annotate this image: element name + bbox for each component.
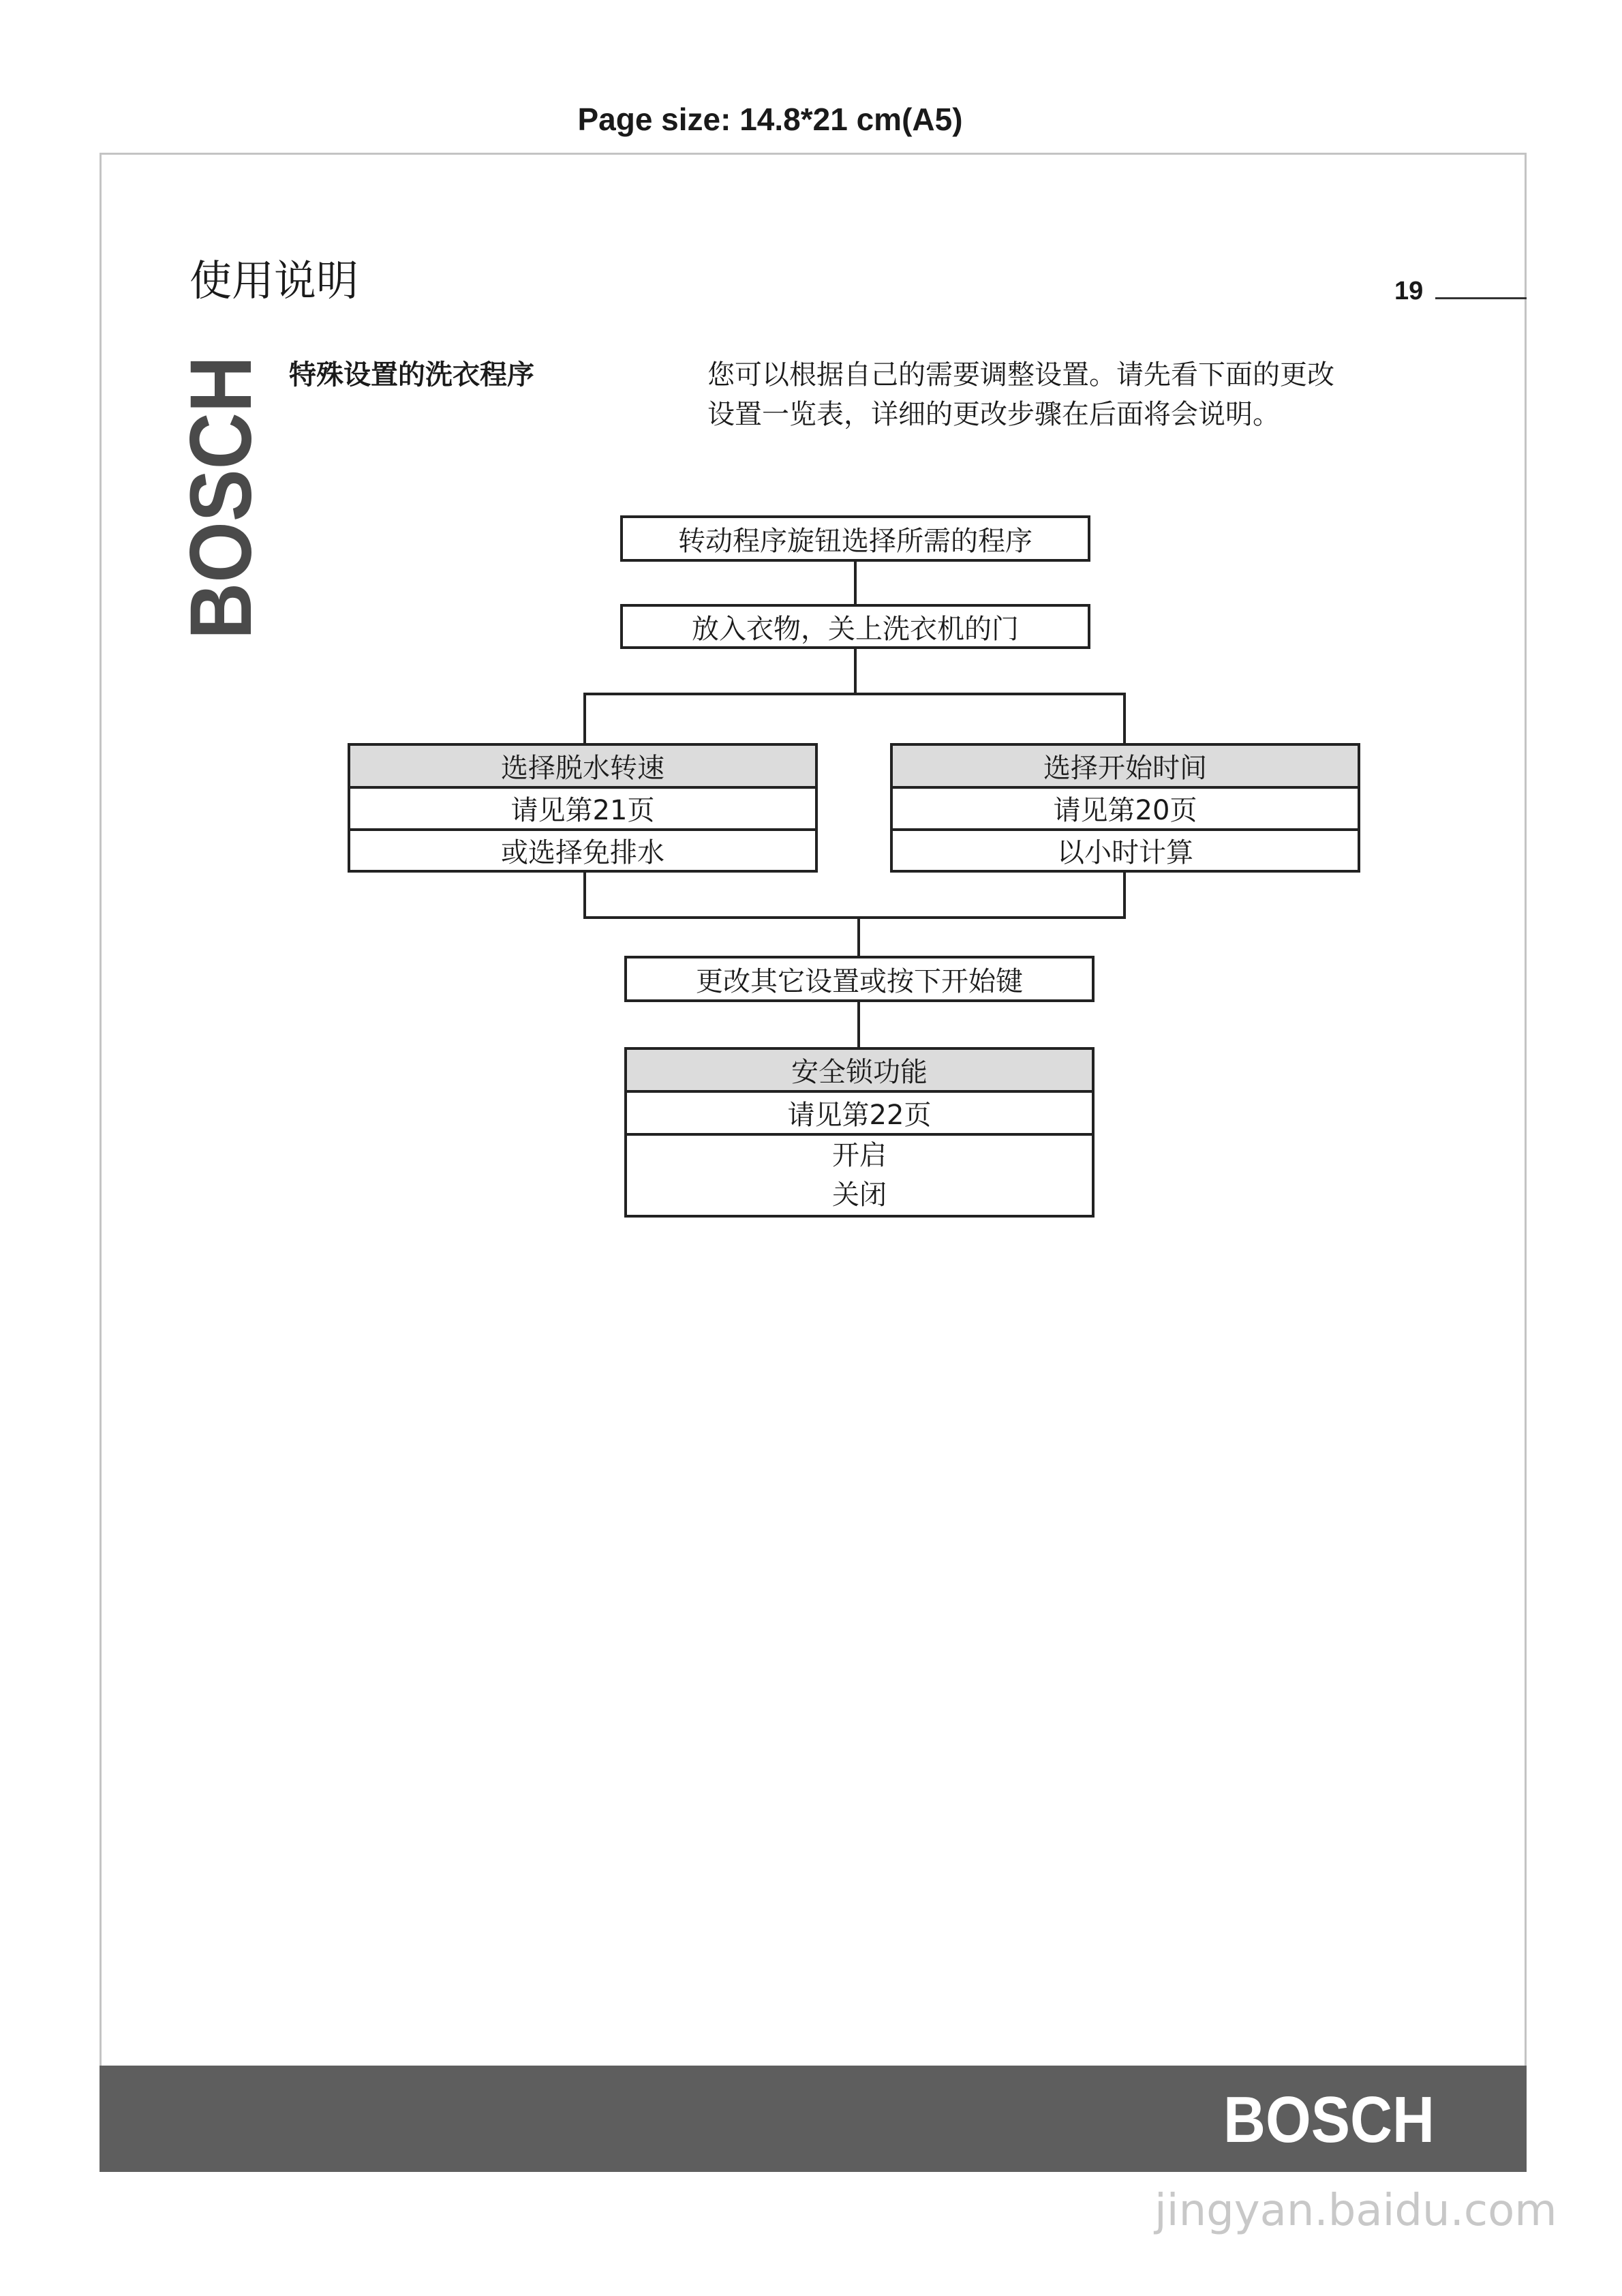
flow-step-other-settings-text: 更改其它设置或按下开始键 [696,965,1023,997]
safety-lock-title: 安全锁功能 [627,1050,1092,1093]
connector-split-horizontal [583,693,1126,695]
bosch-footer-logo-text: BOSCH [1223,2083,1435,2156]
connector-merge-right [1123,873,1126,919]
start-time-page-ref: 请见第20页 [893,789,1358,832]
flow-step-other-settings [624,956,1095,1002]
connector-merge-horizontal [583,916,1126,919]
connector-step2-split [854,648,857,695]
flow-step-select-program-text: 转动程序旋钮选择所需的程序 [678,525,1032,557]
flow-step-load-laundry [620,604,1090,649]
connector-split-right [1123,693,1126,746]
intro-line-1: 您可以根据自己的需要调整设置。请先看下面的更改 [707,359,1334,391]
flow-step-select-program [620,515,1090,562]
bosch-footer-logo [1223,2079,1441,2154]
connector-merge-step3 [857,916,860,957]
safety-lock-option-off: 关闭 [832,1179,887,1211]
spin-speed-page-ref: 请见第21页 [350,789,815,832]
safety-lock-option-on: 开启 [832,1140,887,1171]
page-number: 19 [1394,277,1424,305]
connector-step1-step2 [854,559,857,605]
watermark-url: jingyan.baidu.com [1154,2186,1557,2236]
bosch-vertical-logo-text: BOSCH [172,324,270,639]
safety-lock-options [627,1136,1092,1215]
connector-merge-left [583,873,586,919]
section-label: 特殊设置的洗衣程序 [289,359,534,391]
flow-step-load-laundry-text: 放入衣物，关上洗衣机的门 [692,613,1019,645]
spin-speed-note: 或选择免排水 [501,837,664,868]
page-number-rule [1435,297,1527,299]
connector-split-left [583,693,586,746]
spin-speed-title: 选择脱水转速 [350,746,815,789]
start-time-note: 以小时计算 [1057,837,1193,868]
flow-spin-speed-box [348,743,818,873]
connector-step3-lock [857,1001,860,1048]
safety-lock-page-ref: 请见第22页 [627,1093,1092,1136]
bosch-vertical-logo [172,324,270,641]
flow-safety-lock-box [624,1047,1095,1218]
start-time-title: 选择开始时间 [893,746,1358,789]
intro-line-2: 设置一览表，详细的更改步骤在后面将会说明。 [707,399,1280,430]
page-size-label: Page size: 14.8*21 cm(A5) [577,102,963,137]
flow-start-time-box [890,743,1360,873]
document-title: 使用说明 [189,256,359,305]
